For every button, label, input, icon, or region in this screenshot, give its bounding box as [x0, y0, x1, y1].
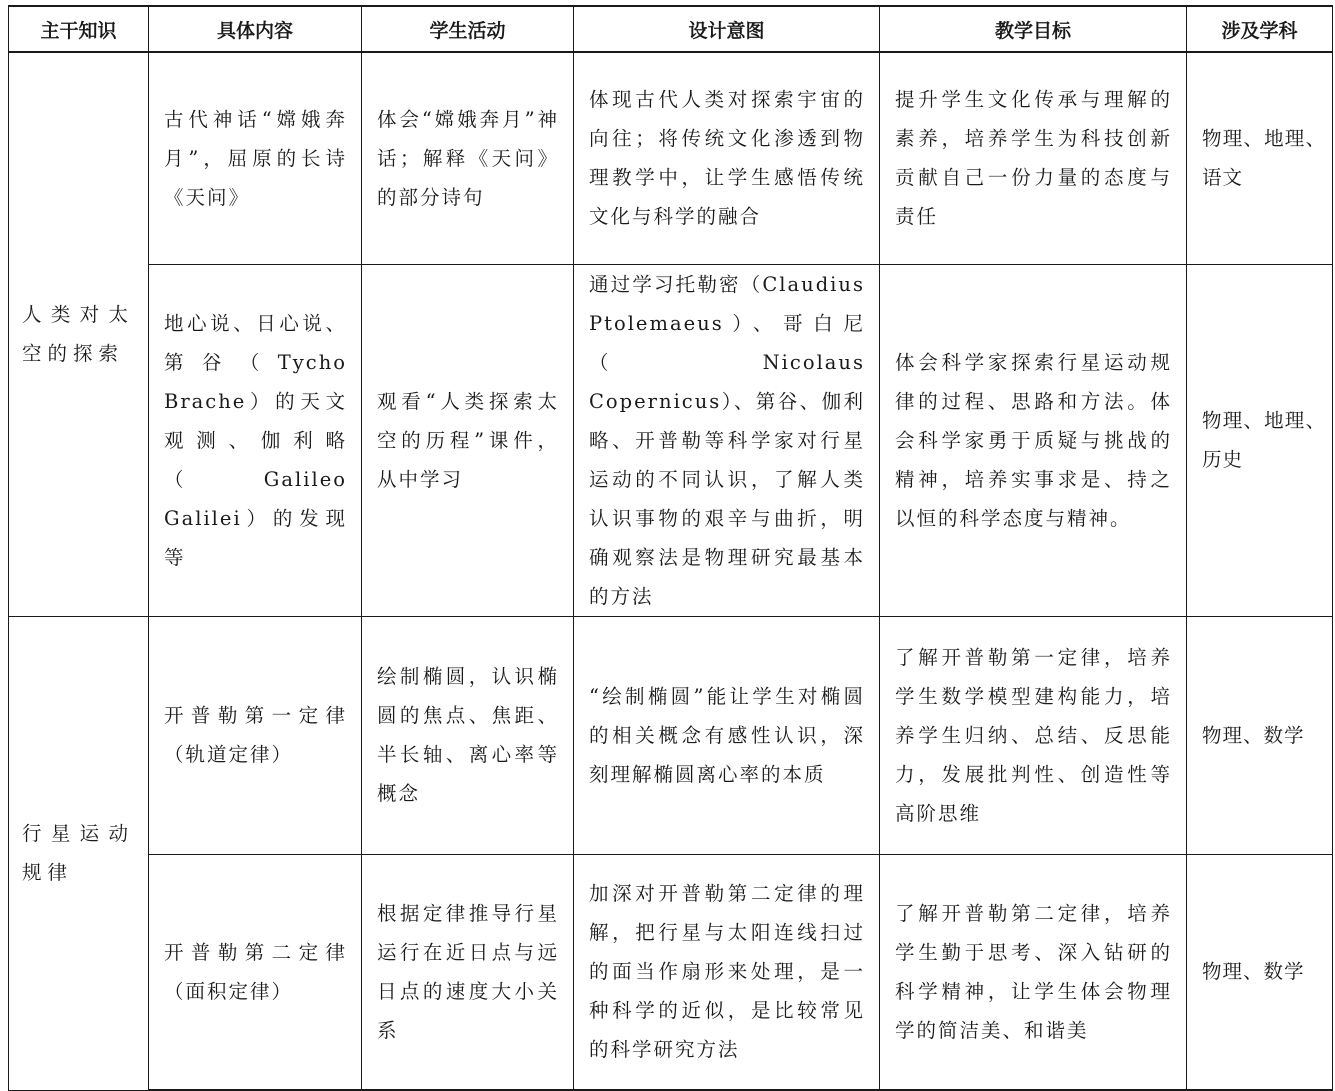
header-subjects: 涉及学科: [1187, 6, 1333, 52]
table-row: [9, 52, 1333, 264]
header-student-activity: 学生活动: [362, 6, 574, 52]
subjects-cell: [1187, 616, 1333, 854]
header-design-intent: 设计意图: [574, 6, 880, 52]
topic-cell: [9, 52, 149, 616]
content-text: 古代神话“嫦娥奔月”，屈原的长诗《天问》: [164, 107, 347, 209]
topic-cell: [9, 616, 149, 1090]
goal-cell: [880, 52, 1187, 264]
subjects-cell: [1187, 264, 1333, 616]
curriculum-table: [8, 5, 1333, 1091]
content-cell: [149, 616, 362, 854]
activity-text: 体会“嫦娥奔月”神话；解释《天问》的部分诗句: [377, 107, 559, 209]
header-main-knowledge: 主干知识: [9, 6, 149, 52]
content-text: 地心说、日心说、第谷（Tycho Brache）的天文观测、伽利略（Galileo Galilei）的发现等: [164, 311, 347, 569]
subjects-text: 物理、地理、历史: [1202, 409, 1326, 471]
content-cell: [149, 854, 362, 1090]
activity-text: 绘制椭圆，认识椭圆的焦点、焦距、半长轴、离心率等概念: [377, 665, 559, 805]
activity-cell: [362, 52, 574, 264]
goal-cell: [880, 854, 1187, 1090]
intent-text: “绘制椭圆”能让学生对椭圆的相关概念有感性认识，深刻理解椭圆离心率的本质: [589, 684, 865, 786]
goal-text: 了解开普勒第二定律，培养学生勤于思考、深入钻研的科学精神，让学生体会物理学的简洁美、和谐美: [895, 901, 1172, 1042]
header-teaching-goal: 教学目标: [880, 6, 1187, 52]
content-cell: [149, 264, 362, 616]
goal-cell: [880, 264, 1187, 616]
content-text: 开普勒第二定律（面积定律）: [164, 940, 347, 1003]
subjects-cell: [1187, 854, 1333, 1090]
activity-text: 根据定律推导行星运行在近日点与远日点的速度大小关系: [377, 901, 559, 1042]
content-text: 开普勒第一定律（轨道定律）: [164, 704, 347, 766]
table-row: [9, 854, 1333, 1090]
intent-cell: [574, 264, 880, 616]
table-row: [9, 264, 1333, 616]
goal-text: 了解开普勒第一定律，培养学生数学模型建构能力，培养学生归纳、总结、反思能力，发展批判性、创造性等高阶思维: [895, 645, 1172, 825]
header-specific-content: 具体内容: [149, 6, 362, 52]
table-row: [9, 616, 1333, 854]
subjects-text: 物理、地理、语文: [1202, 127, 1326, 190]
intent-cell: [574, 52, 880, 264]
intent-text: 加深对开普勒第二定律的理解，把行星与太阳连线扫过的面当作扇形来处理，是一种科学的近似，是比较常见的科学研究方法: [589, 882, 865, 1062]
activity-cell: [362, 264, 574, 616]
intent-cell: [574, 854, 880, 1090]
subjects-text: 物理、数学: [1202, 960, 1305, 984]
intent-text: 通过学习托勒密（Claudius Ptolemaeus）、哥白尼（Nicolaus Copernicus）、第谷、伽利略、开普勒等科学家对行星运动的不同认识，了解人类认识事物的艰辛与曲折，明确观察法是物理研究最基本的方法: [589, 272, 865, 608]
activity-cell: [362, 854, 574, 1090]
goal-cell: [880, 616, 1187, 854]
subjects-cell: [1187, 52, 1333, 264]
intent-cell: [574, 616, 880, 854]
goal-text: 体会科学家探索行星运动规律的过程、思路和方法。体会科学家勇于质疑与挑战的精神，培养实事求是、持之以恒的科学态度与精神。: [895, 350, 1172, 530]
subjects-text: 物理、数学: [1202, 723, 1305, 747]
intent-text: 体现古代人类对探索宇宙的向往；将传统文化渗透到物理教学中，让学生感悟传统文化与科学的融合: [589, 88, 865, 229]
topic-text: 人类对太空的探索: [22, 303, 134, 366]
topic-text: 行星运动规律: [22, 822, 134, 884]
content-cell: [149, 52, 362, 264]
activity-text: 观看“人类探索太空的历程”课件，从中学习: [377, 389, 559, 491]
header-row: [9, 6, 1333, 52]
activity-cell: [362, 616, 574, 854]
goal-text: 提升学生文化传承与理解的素养，培养学生为科技创新贡献自己一份力量的态度与责任: [895, 88, 1172, 229]
